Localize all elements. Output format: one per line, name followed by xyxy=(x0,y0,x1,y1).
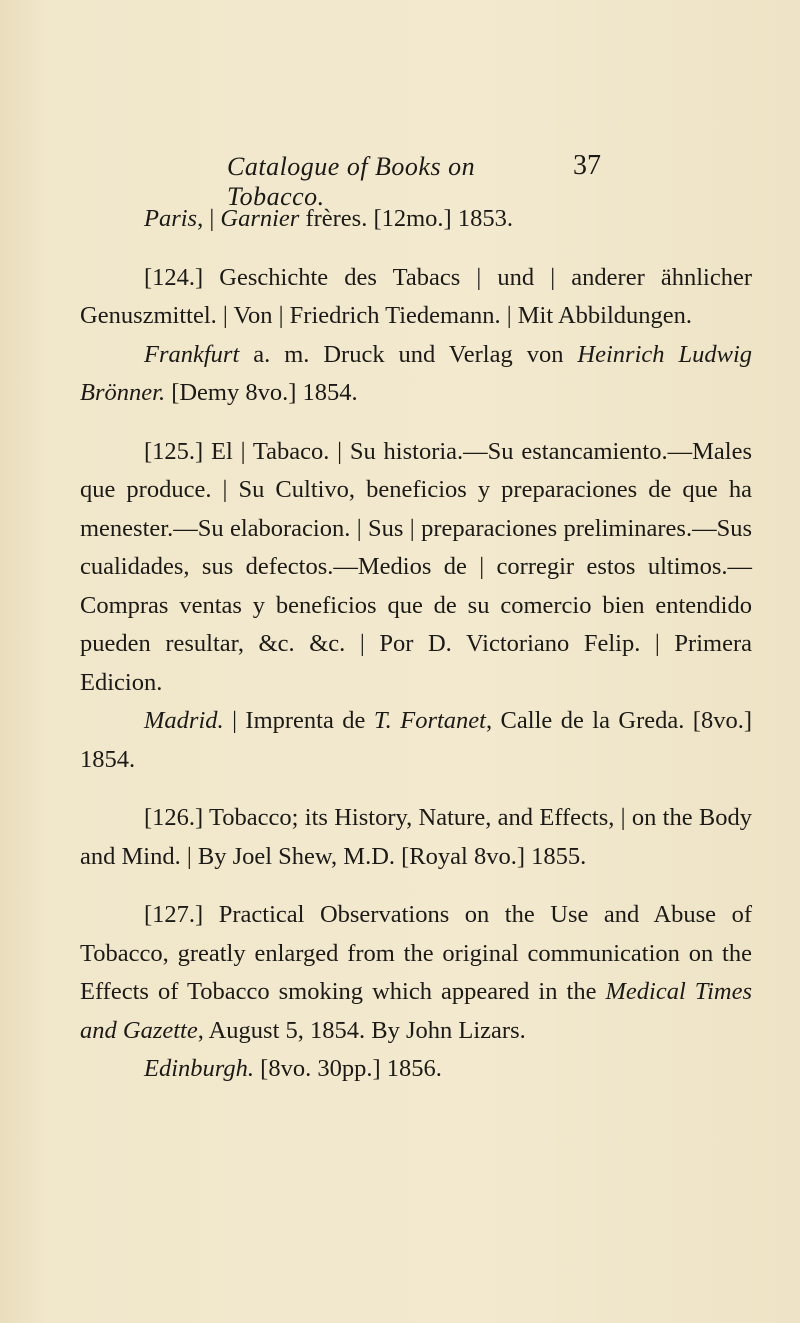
imprint-publisher: Garnier xyxy=(220,205,300,232)
imprint-line xyxy=(80,702,752,779)
imprint-place: Edinburgh. xyxy=(144,1055,255,1082)
catalogue-body xyxy=(80,200,752,1089)
catalogue-entry-127 xyxy=(80,896,752,1050)
catalogue-entry-126: [126.] Tobacco; its History, Nature, and Effects, | on the Body and Mind. | By Joel Shew, M.D. [Royal 8vo.] 1855. xyxy=(80,804,752,870)
imprint-publisher: T. Fortanet xyxy=(373,707,486,734)
entry-title-pre: [127.] Practical Observations on the Use and Abuse of Tobacco, greatly enlarged from the original communication on the Effects of Tobacco smoking which appeared in the xyxy=(80,901,752,1005)
catalogue-entry-124: [124.] Geschichte des Tabacs | und | anderer ähnlicher Genuszmittel. | Von | Friedrich Tiedemann. | Mit Abbildungen. xyxy=(80,263,752,329)
running-header: Catalogue of Books on Tobacco. xyxy=(227,152,476,211)
imprint-place: Paris xyxy=(144,205,198,232)
imprint-details: frères. [12mo.] 1853. xyxy=(299,205,513,232)
imprint-line xyxy=(80,1050,752,1089)
catalogue-entry-125: [125.] El | Tabaco. | Su historia.—Su estancamiento.—Males que produce. | Su Cultivo, beneficios y preparaciones de que ha menester.—Su elaboracion. | Sus | preparaciones preliminares.—Sus cualidades, sus defectos.—Medios de | corregir estos ultimos.—Compras ventas y beneficios que de su comercio bien entendido pueden resultar, &c. &c. | Por D. Victoriano Felip. | Primera Edicion. xyxy=(80,437,752,696)
imprint-details: [Demy 8vo.] 1854. xyxy=(165,379,358,406)
imprint-line xyxy=(80,200,752,239)
imprint-details: , Calle de la Greda. [8vo.] 1854. xyxy=(80,707,752,773)
imprint-place: Madrid. xyxy=(144,707,224,734)
entry-title-post: , August 5, 1854. By John Lizars. xyxy=(197,1016,526,1044)
imprint-details: [8vo. 30pp.] 1856. xyxy=(254,1055,442,1082)
imprint-publisher: Heinrich Ludwig Brönner. xyxy=(80,340,752,406)
imprint-separator: , | xyxy=(197,205,221,232)
imprint-mid: a. m. Druck und Verlag von xyxy=(239,340,578,368)
imprint-place: Frankfurt xyxy=(144,340,240,368)
imprint-mid: | Imprenta de xyxy=(223,707,374,734)
page-number: 37 xyxy=(573,150,601,181)
imprint-line xyxy=(80,336,752,413)
journal-title: Medical Times and Gazette xyxy=(80,978,752,1044)
